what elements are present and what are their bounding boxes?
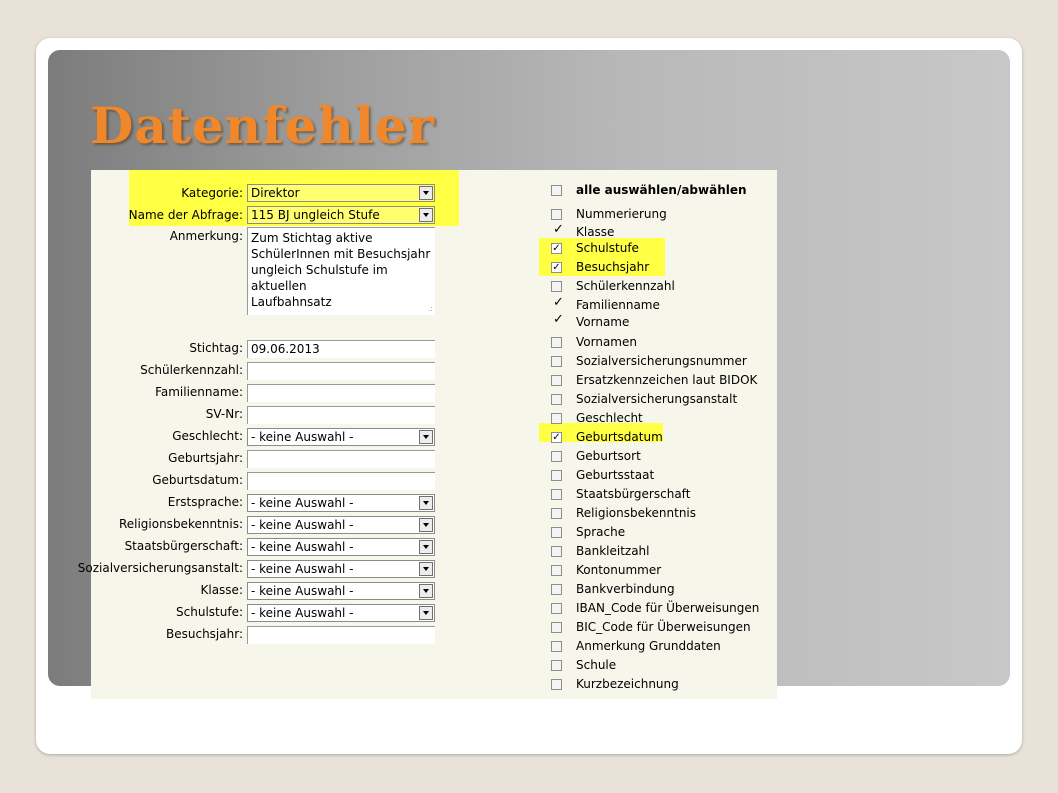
column-option-label: Sozialversicherungsnummer — [576, 354, 747, 368]
column-option-label: Kurzbezeichnung — [576, 677, 679, 691]
sva-value: - keine Auswahl - — [251, 562, 354, 576]
religion-label: Religionsbekenntnis: — [118, 517, 243, 531]
chevron-down-icon[interactable] — [419, 496, 433, 510]
column-option-label: Geburtsdatum — [576, 430, 663, 444]
familienname-label: Familienname: — [155, 385, 243, 399]
column-option-label: Geburtsort — [576, 449, 641, 463]
column-option-label: Bankverbindung — [576, 582, 675, 596]
anmerkung-line: ungleich Schulstufe im aktuellen — [251, 263, 388, 293]
column-option-label: Bankleitzahl — [576, 544, 650, 558]
chevron-down-icon[interactable] — [419, 518, 433, 532]
staatsbuergerschaft-label: Staatsbürgerschaft: — [124, 539, 243, 553]
checkbox-unchecked[interactable] — [551, 679, 562, 690]
column-option-label: Ersatzkennzeichen laut BIDOK — [576, 373, 758, 387]
geburtsjahr-input[interactable] — [247, 450, 435, 468]
checkbox-unchecked[interactable] — [551, 660, 562, 671]
anmerkung-line: Zum Stichtag aktive — [251, 231, 373, 245]
checkbox-unchecked[interactable] — [551, 527, 562, 538]
kategorie-value: Direktor — [251, 186, 300, 200]
column-option-label: Schule — [576, 658, 617, 672]
kategorie-label: Kategorie: — [181, 186, 243, 200]
svnr-input[interactable] — [247, 406, 435, 424]
column-option-label: Besuchsjahr — [576, 260, 650, 274]
checkbox-unchecked[interactable] — [551, 565, 562, 576]
checkbox-checked[interactable]: ✓ — [552, 432, 561, 443]
checkbox-unchecked[interactable] — [551, 281, 562, 292]
resize-grip-icon[interactable]: .: — [427, 304, 433, 313]
schuelerkennzahl-label: Schülerkennzahl: — [140, 363, 243, 377]
sva-label: Sozialversicherungsanstalt: — [77, 561, 243, 575]
familienname-input[interactable] — [247, 384, 435, 402]
anmerkung-textarea[interactable] — [247, 227, 435, 315]
stichtag-value: 09.06.2013 — [251, 342, 320, 356]
column-option-label: IBAN_Code für Überweisungen — [576, 601, 760, 615]
column-option-label: Geschlecht — [576, 411, 643, 425]
svnr-label: SV-Nr: — [205, 407, 243, 421]
checkbox-unchecked[interactable] — [551, 337, 562, 348]
chevron-down-icon[interactable] — [419, 606, 433, 620]
checkbox-unchecked[interactable] — [551, 508, 562, 519]
geburtsdatum-input[interactable] — [247, 472, 435, 490]
anmerkung-line: SchülerInnen mit Besuchsjahr — [251, 247, 431, 261]
column-option-label: Religionsbekenntnis — [576, 506, 697, 520]
column-option-label: Sprache — [576, 525, 626, 539]
schulstufe-label: Schulstufe: — [176, 605, 243, 619]
chevron-down-icon[interactable] — [419, 584, 433, 598]
geburtsdatum-label: Geburtsdatum: — [152, 473, 243, 487]
column-option-label: Staatsbürgerschaft — [576, 487, 691, 501]
checkbox-unchecked[interactable] — [551, 356, 562, 367]
checkbox-unchecked[interactable] — [551, 375, 562, 386]
column-option-label: Schulstufe — [576, 241, 639, 255]
klasse-value: - keine Auswahl - — [251, 584, 354, 598]
column-option-label: Vornamen — [576, 335, 637, 349]
column-option-label: Familienname — [576, 298, 660, 312]
column-option-label: Geburtsstaat — [576, 468, 655, 482]
select-all-label: alle auswählen/abwählen — [576, 183, 747, 197]
column-option-label: Sozialversicherungsanstalt — [576, 392, 738, 406]
klasse-label: Klasse: — [200, 583, 243, 597]
checkbox-unchecked[interactable] — [551, 470, 562, 481]
anmerkung-line: Laufbahnsatz — [251, 295, 332, 309]
checkbox-unchecked[interactable] — [551, 209, 562, 220]
religion-select[interactable] — [247, 516, 435, 534]
chevron-down-icon[interactable] — [419, 208, 433, 222]
erstsprache-value: - keine Auswahl - — [251, 496, 354, 510]
geschlecht-value: - keine Auswahl - — [251, 430, 354, 444]
schuelerkennzahl-input[interactable] — [247, 362, 435, 380]
besuchsjahr-input[interactable] — [247, 626, 435, 644]
staatsbuergerschaft-value: - keine Auswahl - — [251, 540, 354, 554]
select-all-checkbox[interactable] — [551, 185, 562, 196]
checkbox-unchecked[interactable] — [551, 641, 562, 652]
checkbox-unchecked[interactable] — [551, 394, 562, 405]
erstsprache-label: Erstsprache: — [167, 495, 243, 509]
checkbox-checked[interactable]: ✓ — [553, 312, 564, 327]
checkbox-checked[interactable]: ✓ — [553, 222, 564, 237]
stichtag-label: Stichtag: — [189, 341, 243, 355]
besuchsjahr-label: Besuchsjahr: — [166, 627, 243, 641]
erstsprache-select[interactable] — [247, 494, 435, 512]
checkbox-unchecked[interactable] — [551, 584, 562, 595]
column-option-label: Vorname — [576, 315, 630, 329]
schulstufe-value: - keine Auswahl - — [251, 606, 354, 620]
checkbox-unchecked[interactable] — [551, 413, 562, 424]
schulstufe-select[interactable] — [247, 604, 435, 622]
sva-select[interactable] — [247, 560, 435, 578]
checkbox-unchecked[interactable] — [551, 489, 562, 500]
kategorie-select[interactable] — [247, 184, 435, 202]
column-option-label: Kontonummer — [576, 563, 662, 577]
checkbox-checked[interactable]: ✓ — [552, 262, 561, 273]
checkbox-checked[interactable]: ✓ — [553, 295, 564, 310]
chevron-down-icon[interactable] — [419, 540, 433, 554]
column-option-label: Klasse — [576, 225, 615, 239]
geburtsjahr-label: Geburtsjahr: — [168, 451, 243, 465]
query-form-screenshot — [77, 170, 777, 699]
chevron-down-icon[interactable] — [419, 430, 433, 444]
staatsbuergerschaft-select[interactable] — [247, 538, 435, 556]
checkbox-unchecked[interactable] — [551, 603, 562, 614]
checkbox-unchecked[interactable] — [551, 546, 562, 557]
chevron-down-icon[interactable] — [419, 562, 433, 576]
column-option-label: Schülerkennzahl — [576, 279, 675, 293]
slide-title: Datenfehler — [90, 96, 435, 155]
klasse-select[interactable] — [247, 582, 435, 600]
checkbox-unchecked[interactable] — [551, 451, 562, 462]
column-option-label: Nummerierung — [576, 207, 667, 221]
geschlecht-select[interactable] — [247, 428, 435, 446]
checkbox-checked[interactable]: ✓ — [552, 243, 561, 254]
religion-value: - keine Auswahl - — [251, 518, 354, 532]
column-option-label: Anmerkung Grunddaten — [576, 639, 721, 653]
stichtag-input[interactable] — [247, 340, 435, 358]
checkbox-unchecked[interactable] — [551, 622, 562, 633]
anmerkung-label: Anmerkung: — [169, 229, 243, 243]
geschlecht-label: Geschlecht: — [172, 429, 243, 443]
abfrage-label: Name der Abfrage: — [128, 208, 243, 222]
chevron-down-icon[interactable] — [419, 186, 433, 200]
abfrage-value: 115 BJ ungleich Stufe — [251, 208, 380, 222]
column-option-label: BIC_Code für Überweisungen — [576, 620, 751, 634]
abfrage-select[interactable] — [247, 206, 435, 224]
